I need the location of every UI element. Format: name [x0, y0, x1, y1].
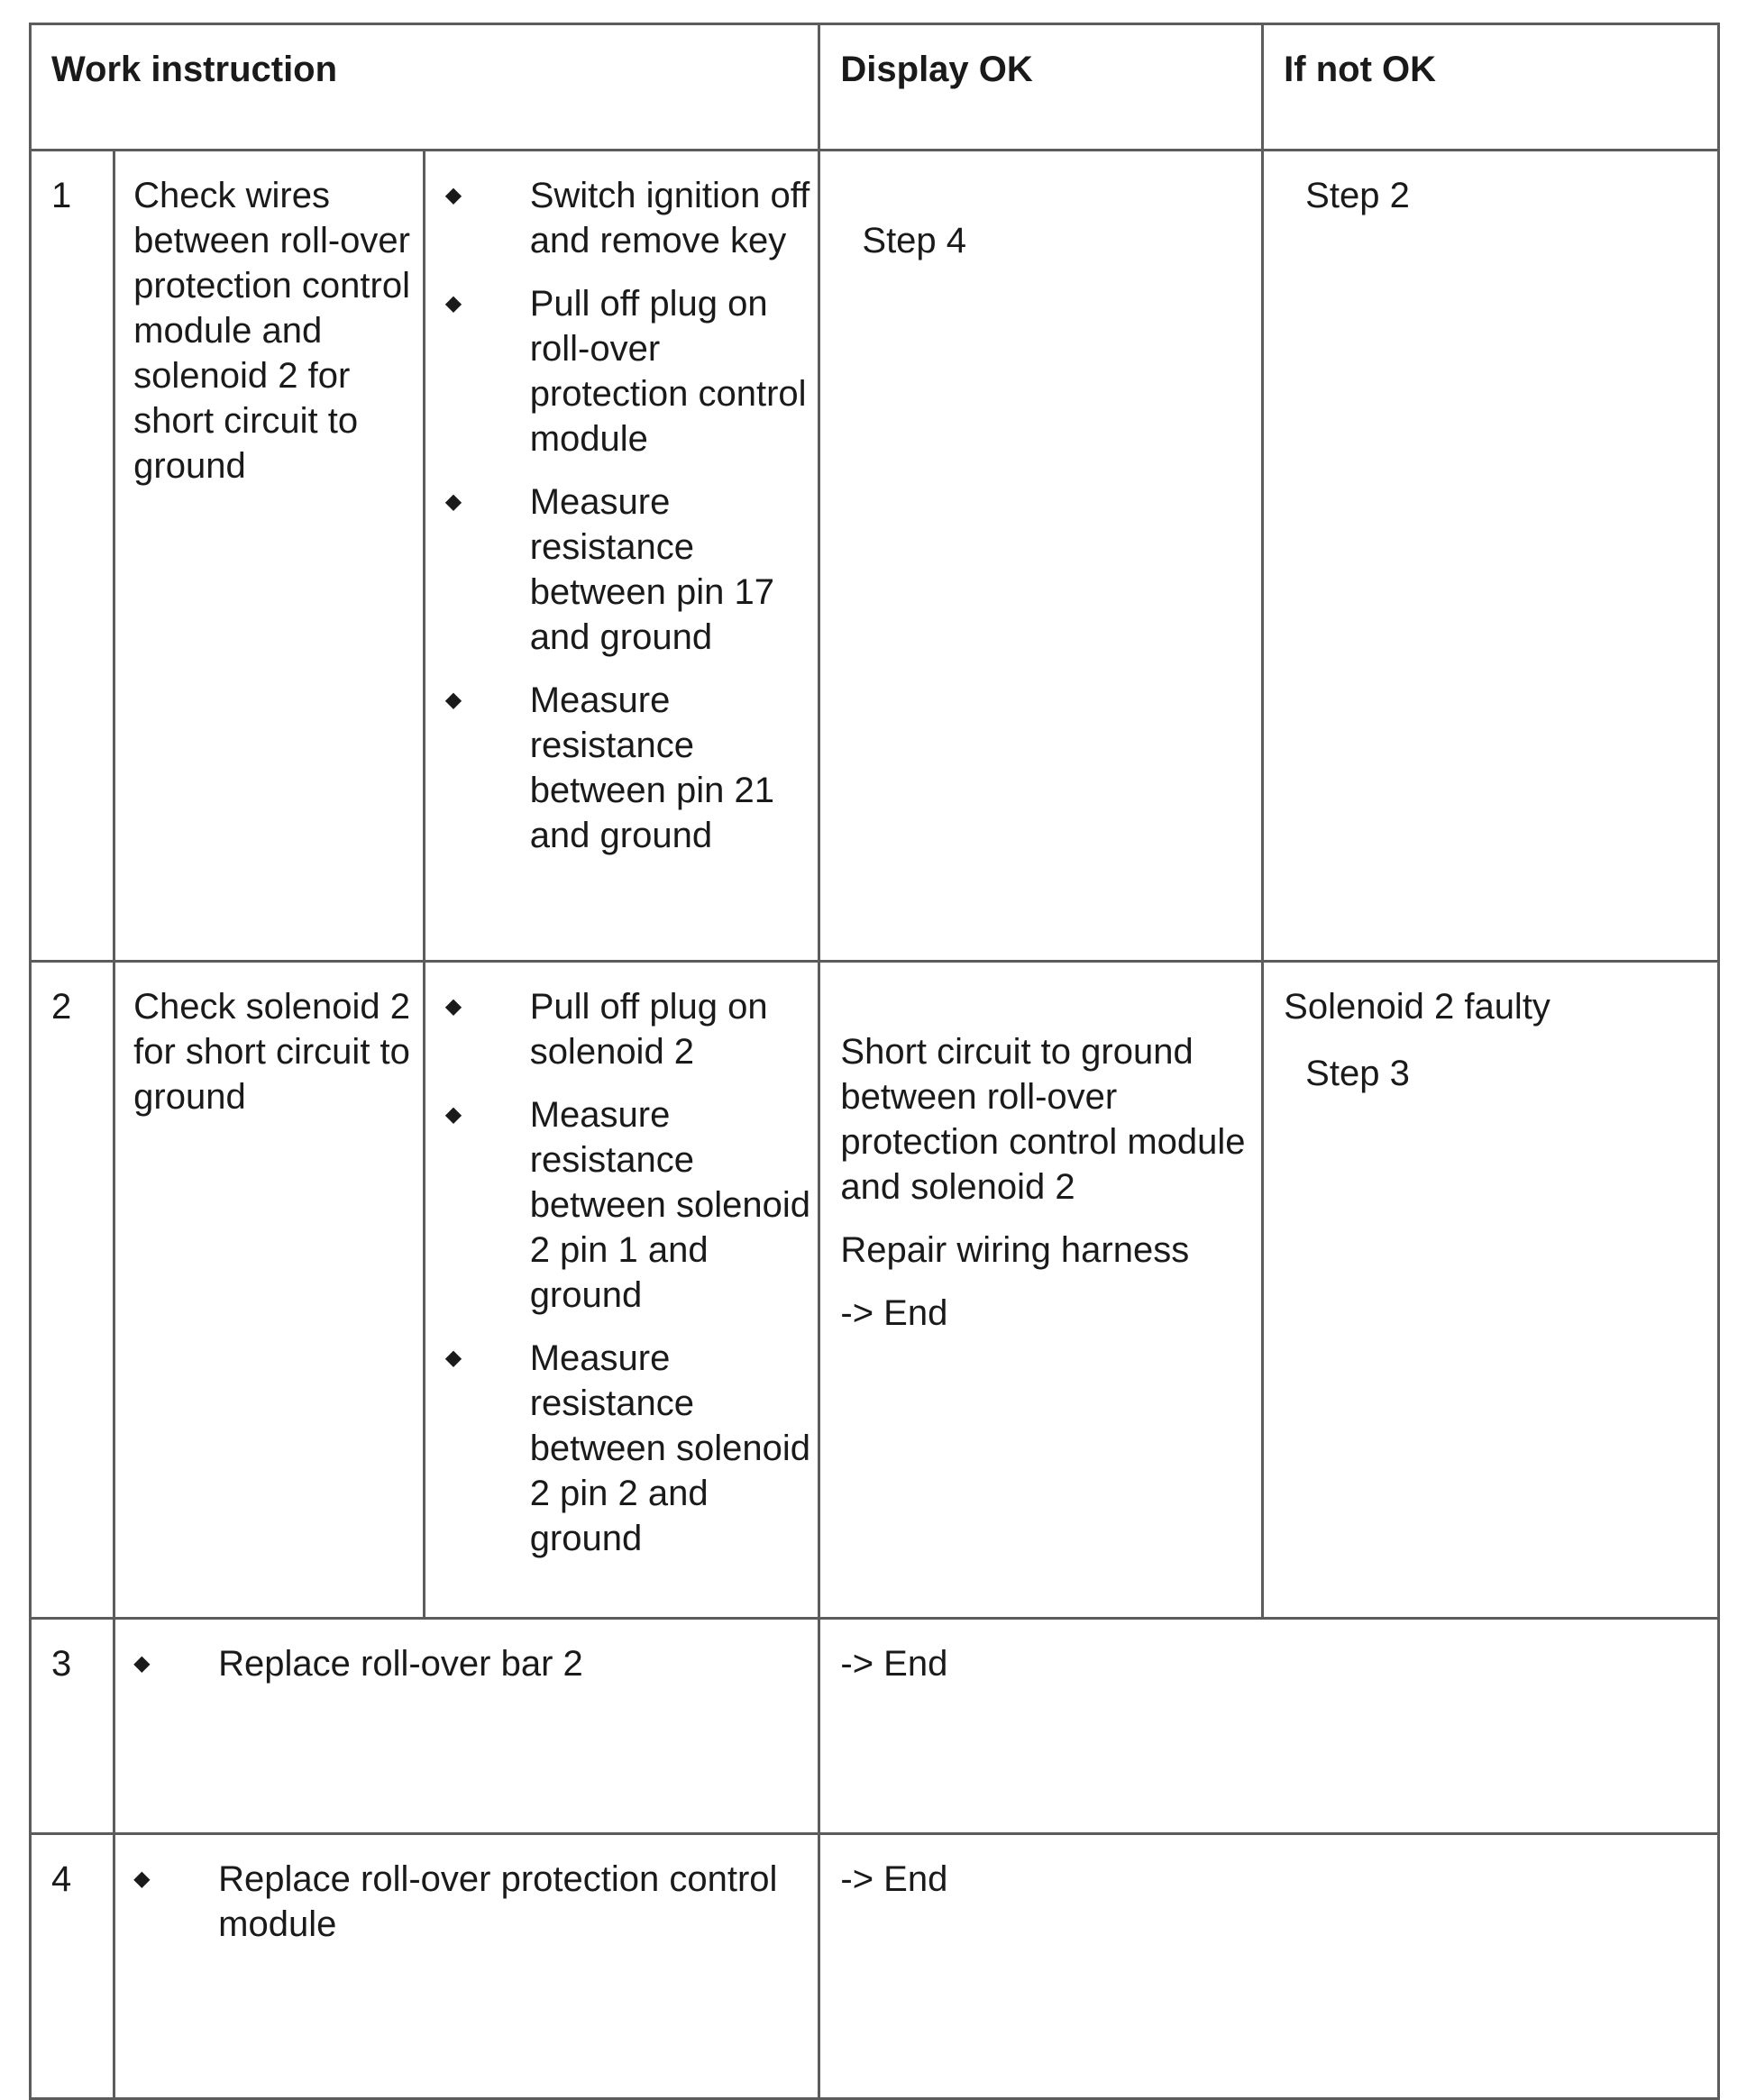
display-ok-cell — [819, 151, 1263, 962]
bullet-diamond-icon: ◆ — [444, 688, 462, 712]
step-number: 2 — [31, 962, 114, 1619]
step-title: Check wires between roll-over protection control module and solenoid 2 for short circuit to ground — [114, 151, 425, 962]
display-ok-text: -> End — [840, 1644, 948, 1684]
step-details — [114, 1834, 819, 2099]
table-row — [31, 962, 1719, 1619]
bullet-diamond-icon: ◆ — [444, 994, 462, 1018]
header-work-instruction: Work instruction — [31, 24, 819, 151]
step-details — [424, 962, 819, 1619]
step-detail-text: Pull off plug on solenoid 2 — [529, 987, 768, 1072]
bullet-diamond-icon: ◆ — [444, 291, 462, 315]
list-item — [425, 281, 813, 461]
if-not-ok-cell — [1263, 151, 1719, 962]
display-ok-cell — [819, 1619, 1719, 1834]
step-number: 4 — [31, 1834, 114, 2099]
header-if-not-ok: If not OK — [1263, 24, 1719, 151]
list-item — [425, 984, 813, 1074]
if-not-ok-cell — [1263, 962, 1719, 1619]
work-instruction-table — [29, 23, 1720, 2100]
display-ok-action: Repair wiring harness — [840, 1230, 1190, 1270]
step-details — [114, 1619, 819, 1834]
table-row — [31, 1834, 1719, 2099]
list-item — [425, 678, 813, 858]
bullet-diamond-icon: ◆ — [444, 489, 462, 514]
step-detail-text: Replace roll-over protection control module — [218, 1859, 778, 1944]
step-detail-text: Measure resistance between solenoid 2 pin 1 and ground — [529, 1095, 811, 1315]
step-detail-text: Switch ignition off and remove key — [529, 176, 810, 260]
step-detail-text: Measure resistance between solenoid 2 pin 2 and ground — [529, 1338, 811, 1558]
bullet-diamond-icon: ◆ — [133, 1867, 151, 1891]
list-item — [115, 1641, 809, 1686]
bullet-diamond-icon: ◆ — [444, 1102, 462, 1127]
bullet-diamond-icon: ◆ — [444, 183, 462, 207]
step-detail-text: Measure resistance between pin 21 and ground — [529, 680, 775, 855]
list-item — [425, 173, 813, 263]
table-row — [31, 1619, 1719, 1834]
if-not-ok-next: Step 3 — [1305, 1054, 1410, 1093]
if-not-ok-finding: Solenoid 2 faulty — [1284, 987, 1550, 1027]
list-item — [115, 1857, 809, 1947]
table-row — [31, 151, 1719, 962]
display-ok-text: Step 4 — [862, 221, 967, 260]
step-detail-text: Replace roll-over bar 2 — [218, 1644, 583, 1684]
list-item — [425, 1336, 813, 1561]
display-ok-text: -> End — [840, 1859, 948, 1899]
if-not-ok-text: Step 2 — [1305, 176, 1410, 215]
step-details — [424, 151, 819, 962]
display-ok-cell — [819, 962, 1263, 1619]
display-ok-finding: Short circuit to ground between roll-over protection control module and solenoid 2 — [840, 1032, 1246, 1207]
header-display-ok: Display OK — [819, 24, 1263, 151]
step-number: 3 — [31, 1619, 114, 1834]
display-ok-next: -> End — [840, 1293, 948, 1333]
step-title: Check solenoid 2 for short circuit to ground — [114, 962, 425, 1619]
bullet-diamond-icon: ◆ — [133, 1651, 151, 1675]
display-ok-cell — [819, 1834, 1719, 2099]
step-detail-text: Measure resistance between pin 17 and ground — [529, 482, 775, 657]
table-header-row — [31, 24, 1719, 151]
step-detail-text: Pull off plug on roll-over protection control module — [529, 284, 807, 459]
list-item — [425, 1092, 813, 1318]
step-number: 1 — [31, 151, 114, 962]
bullet-diamond-icon: ◆ — [444, 1346, 462, 1370]
list-item — [425, 479, 813, 660]
